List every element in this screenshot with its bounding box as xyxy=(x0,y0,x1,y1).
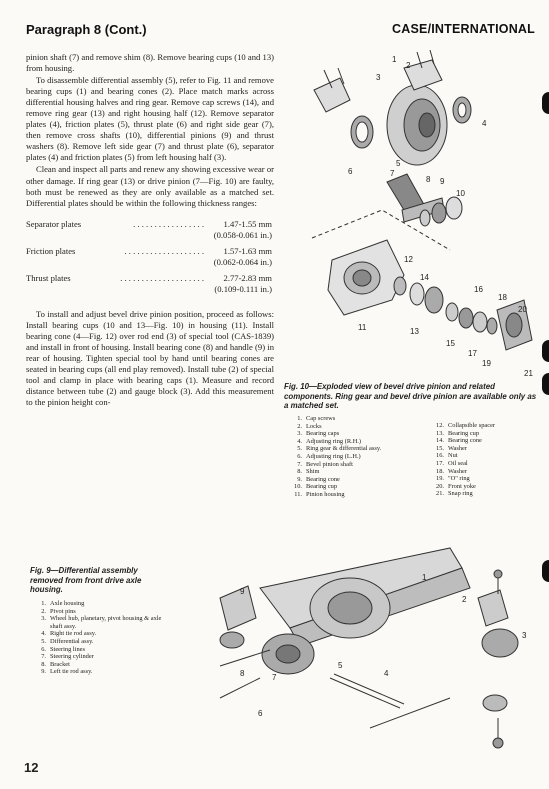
body-paragraph: To install and adjust bevel drive pinion position, proceed as follows: Install bearing cups (10 and 13—Fig. 10) in housing (11). Install bearing cone (4—Fig. 12) over rod end (3) of special tool (CAS-1839) and install in front of housing. Install bearing cone (8) and handle (9) in rear of housing. Tighten special tool by hand until bearing cones are seated in bearing cups (all end play removed). Install tube (2) of special tool and clamp in place with bearing caps (1). Measure and record distance between tube (2) and gauge block (3). Add this measurement to the pinion height con- xyxy=(26,308,274,408)
callout: 11 xyxy=(358,323,367,332)
legend-item: 7. Bevel pinion shaft xyxy=(297,460,353,468)
legend-item: 6. Adjusting ring (L.H.) xyxy=(297,452,361,460)
callout: 1 xyxy=(392,55,397,64)
spec-dots: . . . . . . . . . . . . . . . . . . . . xyxy=(120,272,204,283)
callout: 6 xyxy=(348,167,353,176)
legend-item: 14. Bearing cone xyxy=(436,437,482,445)
fig10-legend-left xyxy=(290,415,430,499)
fig9-axle-drawing xyxy=(200,528,540,764)
callout: 5 xyxy=(338,661,343,670)
callout: 14 xyxy=(420,273,429,282)
section-heading: Paragraph 8 (Cont.) xyxy=(26,22,147,37)
spec-mm: 1.47-1.55 mm xyxy=(223,218,272,229)
callout: 18 xyxy=(498,293,507,302)
legend-item: 13. Bearing cup xyxy=(436,429,480,437)
legend-item: 19. "O" ring xyxy=(436,475,470,483)
callout: 2 xyxy=(406,61,411,70)
spec-dots: . . . . . . . . . . . . . . . . . xyxy=(133,218,204,229)
legend-item: 9. Bearing cone xyxy=(297,475,340,483)
callout: 4 xyxy=(384,669,389,678)
callout: 21 xyxy=(524,369,533,378)
callout: 6 xyxy=(258,709,263,718)
body-paragraph: To disassemble differential assembly (5), refer to Fig. 11 and remove bearing cups (1) and bearing cones (2). Place match marks across differential housing halves and ring gear. Remove cap screws (14), and remove ring gear (13) and right housing half (12). Remove separator plates (4), friction plates (5), thrust plate (6) and right side gear (7), then remove cross shafts (10), differential pinions (9) and thrust washers (8). Remove left side gear (7) and thrust plate (6), separator plates (4) and friction plates (5) from left housing half (3). xyxy=(26,75,274,163)
brand-heading: CASE/INTERNATIONAL xyxy=(392,22,535,36)
legend-item: 6. Steering lines xyxy=(41,645,85,653)
callout: 13 xyxy=(410,327,419,336)
callout: 12 xyxy=(404,255,413,264)
spec-friction-plates xyxy=(26,246,274,268)
legend-item: 4. Right tie rod assy. xyxy=(41,630,97,638)
body-paragraph: pinion shaft (7) and remove shim (8). Remove bearing cups (10 and 13) from housing. xyxy=(26,52,274,74)
legend-item: 20. Front yoke xyxy=(436,482,476,490)
legend-item: 16. Nut xyxy=(436,452,458,460)
spec-label: Friction plates xyxy=(26,245,76,256)
legend-item: 8. Bracket xyxy=(41,660,70,668)
callout: 5 xyxy=(396,159,401,168)
legend-item: 5. Differential assy. xyxy=(41,637,94,645)
callout: 1 xyxy=(422,573,427,582)
legend-item: 7. Steering cylinder xyxy=(41,653,94,661)
callout: 9 xyxy=(440,177,445,186)
callout: 17 xyxy=(468,349,477,358)
spec-inch: (0.109-0.111 in.) xyxy=(214,283,272,294)
legend-item: 8. Shim xyxy=(297,468,320,476)
spec-label: Separator plates xyxy=(26,218,82,229)
edge-tab-mark xyxy=(542,373,549,395)
callout: 15 xyxy=(446,339,455,348)
legend-item: 10. Bearing cup xyxy=(294,483,338,491)
fig10-exploded-drawing xyxy=(292,50,540,380)
legend-item: 21. Snap ring xyxy=(436,490,473,498)
spec-mm: 2.77-2.83 mm xyxy=(223,272,272,283)
legend-item: 4. Adjusting ring (R.H.) xyxy=(297,437,362,445)
spec-inch: (0.058-0.061 in.) xyxy=(213,229,272,240)
edge-tab-mark xyxy=(542,340,549,362)
callout: 8 xyxy=(426,175,431,184)
fig9-legend xyxy=(34,600,164,676)
callout: 10 xyxy=(456,189,465,198)
callout: 4 xyxy=(482,119,487,128)
spec-label: Thrust plates xyxy=(26,272,71,283)
legend-item: 5. Ring gear & differential assy. xyxy=(297,445,382,453)
fig10-caption: Fig. 10—Exploded view of bevel drive pinion and related components. Ring gear and bevel drive pinion are available only as a matched set. xyxy=(284,382,537,410)
body-paragraph: Clean and inspect all parts and renew any showing excessive wear or other damage. If ring gear (13) or drive pinion (7—Fig. 10) are faulty, both must be renewed as they are only available as a matched set. Differential plates should be within the following thickness ranges: xyxy=(26,164,274,208)
callout: 8 xyxy=(240,669,245,678)
callout: 2 xyxy=(462,595,467,604)
callout: 16 xyxy=(474,285,483,294)
legend-item: 11. Pinion housing xyxy=(294,490,345,498)
callout: 19 xyxy=(482,359,491,368)
callout: 9 xyxy=(240,587,245,596)
legend-item: 9. Left tie rod assy. xyxy=(41,668,93,676)
callout: 3 xyxy=(376,73,381,82)
spec-thrust-plates xyxy=(26,273,274,295)
body-text-column xyxy=(26,52,274,408)
legend-item: 1. Axle housing xyxy=(41,600,85,607)
spec-mm: 1.57-1.63 mm xyxy=(223,245,272,256)
callout: 7 xyxy=(272,673,277,682)
legend-item: 1. Cap screws xyxy=(297,415,336,422)
callout: 7 xyxy=(390,169,395,178)
page-number: 12 xyxy=(24,760,39,775)
legend-item: 2. Locks xyxy=(297,422,322,430)
legend-item: 3. Bearing caps xyxy=(297,430,340,438)
spec-inch: (0.062-0.064 in.) xyxy=(213,256,272,267)
edge-tab-mark xyxy=(542,92,549,114)
edge-tab-mark xyxy=(542,560,549,582)
legend-item: 2. Pivot pins xyxy=(41,607,76,615)
callout: 3 xyxy=(522,631,527,640)
callout: 20 xyxy=(518,305,527,314)
legend-item: 18. Washer xyxy=(436,467,468,475)
spec-separator-plates xyxy=(26,219,274,241)
legend-item: 3. Wheel hub, planetary, pivot housing & axle shaft assy. xyxy=(41,615,162,630)
legend-item: 17. Oil seal xyxy=(436,459,468,467)
fig9-caption: Fig. 9—Differential assembly removed from front drive axle housing. xyxy=(30,566,142,594)
fig10-legend-right xyxy=(432,422,542,498)
spec-dots: . . . . . . . . . . . . . . . . . . . xyxy=(124,245,204,256)
legend-item: 15. Washer xyxy=(436,444,468,452)
legend-item: 12. Collapsible spacer xyxy=(436,422,496,429)
thickness-spec-table xyxy=(26,219,274,295)
